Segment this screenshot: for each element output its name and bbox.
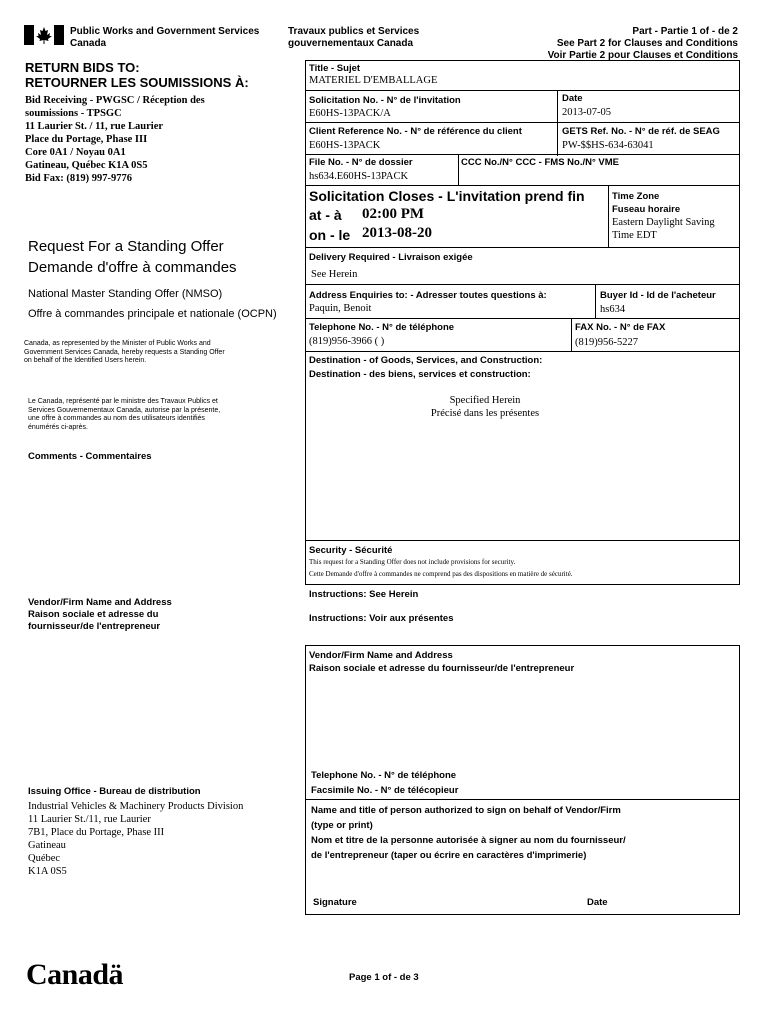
ccc-label: CCC No./N° CCC - FMS No./N° VME — [461, 157, 620, 168]
signature-label[interactable]: Signature — [313, 897, 357, 908]
issuing-line: Québec — [28, 853, 61, 864]
paragraph-line: Services Gouvernementaux Canada, autorise par la présente, — [28, 406, 221, 414]
delivery-value: See Herein — [311, 269, 358, 280]
authorized-line: Name and title of person authorized to sign on behalf of Vendor/Firm — [311, 805, 621, 816]
date-label: Date — [562, 93, 583, 104]
divider — [305, 247, 740, 248]
address-line: Bid Receiving - PWGSC / Réception des — [25, 95, 205, 106]
comments-label: Comments - Commentaires — [28, 451, 152, 462]
instructions-en: Instructions: See Herein — [309, 589, 419, 600]
date-value: 2013-07-05 — [562, 107, 611, 118]
address-line: soumissions - TPSGC — [25, 108, 122, 119]
authorized-line: de l'entrepreneur (taper ou écrire en caractères d'imprimerie) — [311, 850, 587, 861]
closes-at-label: at - à — [309, 207, 342, 223]
department-name-en-line: Canada — [70, 38, 107, 49]
buyer-id-value: hs634 — [600, 304, 626, 315]
vendor-label-line: Vendor/Firm Name and Address — [28, 597, 172, 608]
signature-date-label[interactable]: Date — [587, 897, 608, 908]
title-label: Title - Sujet — [309, 63, 361, 74]
issuing-line: Industrial Vehicles & Machinery Products Division — [28, 801, 244, 812]
department-name-en-line: Public Works and Government Services — [70, 26, 260, 37]
divider — [305, 185, 740, 186]
divider — [305, 318, 740, 319]
paragraph-line: Government Services Canada, hereby requests a Standing Offer — [24, 348, 225, 356]
return-bids-title-fr: RETOURNER LES SOUMISSIONS À: — [25, 75, 249, 90]
closes-at-value: 02:00 PM — [362, 206, 425, 222]
divider — [608, 185, 609, 247]
see-part2-en: See Part 2 for Clauses and Conditions — [556, 38, 738, 49]
vendor-facsimile-label[interactable]: Facsimile No. - N° de télécopieur — [311, 785, 459, 796]
divider — [305, 90, 740, 91]
issuing-line: 7B1, Place du Portage, Phase III — [28, 827, 165, 838]
divider — [305, 154, 740, 155]
request-paragraph-en — [24, 340, 225, 366]
time-zone-value: Time EDT — [612, 230, 657, 241]
solicitation-value: E60HS-13PACK/A — [309, 108, 391, 119]
security-text-en: This request for a Standing Offer does not include provisions for security. — [309, 558, 516, 566]
issuing-line: 11 Laurier St./11, rue Laurier — [28, 814, 151, 825]
security-text-fr: Cette Demande d'offre à commandes ne comprend pas des dispositions en matière de sécurité. — [309, 570, 573, 578]
destination-specified-fr: Précisé dans les présentes — [430, 408, 540, 419]
department-name-en — [70, 26, 259, 50]
nmso-en: National Master Standing Offer (NMSO) — [28, 288, 223, 300]
department-name-fr-line: gouvernementaux Canada — [288, 38, 414, 49]
paragraph-line: Canada, as represented by the Minister of Public Works and — [24, 340, 211, 347]
vendor-label-fr: Raison sociale et adresse du fournisseur/de l'entrepreneur — [309, 663, 575, 674]
return-bids-title — [25, 60, 249, 90]
return-bids-title-en: RETURN BIDS TO: — [25, 60, 140, 75]
divider — [305, 122, 740, 123]
address-line: Core 0A1 / Noyau 0A1 — [25, 147, 126, 158]
paragraph-line: on behalf of the Identified Users herein. — [24, 357, 147, 364]
instructions-fr: Instructions: Voir aux présentes — [309, 613, 454, 624]
vendor-name-address-field[interactable] — [307, 678, 737, 766]
vendor-firm-label-left — [28, 597, 172, 633]
canada-wordmark: Canadä — [26, 958, 124, 991]
authorized-line: Nom et titre de la personne autorisée à signer au nom du fournisseur/ — [311, 835, 626, 846]
gets-ref-label: GETS Ref. No. - N° de réf. de SEAG — [562, 126, 720, 137]
title-value: MATERIEL D'EMBALLAGE — [309, 75, 438, 86]
destination-specified-en: Specified Herein — [449, 395, 521, 406]
address-line: Gatineau, Québec K1A 0S5 — [25, 160, 148, 171]
solicitation-label: Solicitation No. - N° de l'invitation — [309, 95, 461, 106]
authorized-person-label — [311, 803, 626, 863]
request-title — [28, 236, 237, 278]
time-zone-label-en: Time Zone — [612, 191, 660, 202]
divider — [571, 318, 572, 351]
nmso-labels — [28, 284, 277, 324]
issuing-office-address — [28, 800, 243, 878]
client-ref-label: Client Reference No. - N° de référence du client — [309, 126, 522, 137]
buyer-id-label: Buyer Id - Id de l'acheteur — [600, 290, 716, 301]
part-number: Part - Partie 1 of - de 2 — [632, 26, 738, 37]
vendor-label-line: Raison sociale et adresse du — [28, 609, 159, 620]
security-label: Security - Sécurité — [309, 545, 393, 556]
time-zone-value: Eastern Daylight Saving — [612, 217, 715, 228]
divider — [557, 90, 558, 156]
see-part2-fr: Voir Partie 2 pour Clauses et Conditions — [547, 50, 738, 61]
part-info — [548, 26, 738, 61]
telephone-value: (819)956-3966 ( ) — [309, 336, 385, 347]
vendor-telephone-label[interactable]: Telephone No. - N° de téléphone — [311, 770, 457, 781]
nmso-fr: Offre à commandes principale et nationale (OCPN) — [28, 308, 277, 320]
request-title-fr: Demande d'offre à commandes — [28, 259, 237, 276]
address-line: Place du Portage, Phase III — [25, 134, 148, 145]
delivery-label: Delivery Required - Livraison exigée — [309, 252, 473, 263]
department-name-fr — [288, 26, 419, 50]
fax-value: (819)956-5227 — [575, 337, 638, 348]
paragraph-line: Le Canada, représenté par le ministre des Travaux Publics et — [28, 398, 218, 405]
address-line: 11 Laurier St. / 11, rue Laurier — [25, 121, 164, 132]
fax-label: FAX No. - N° de FAX — [575, 322, 666, 333]
client-ref-value: E60HS-13PACK — [309, 140, 381, 151]
request-paragraph-fr — [28, 398, 220, 432]
issuing-office-label: Issuing Office - Bureau de distribution — [28, 786, 201, 797]
vendor-label-line: fournisseur/de l'entrepreneur — [28, 621, 161, 632]
destination-label-en: Destination - of Goods, Services, and Construction: — [309, 355, 543, 366]
request-title-en: Request For a Standing Offer — [28, 238, 224, 255]
divider — [305, 351, 740, 352]
bid-fax: Bid Fax: (819) 997-9776 — [25, 173, 133, 184]
divider — [305, 284, 740, 285]
file-no-label: File No. - N° de dossier — [309, 157, 413, 168]
closes-on-value: 2013-08-20 — [362, 225, 432, 241]
address-enquiries-value: Paquin, Benoit — [309, 303, 372, 314]
paragraph-line: une offre à commandes au nom des utilisateurs identifiés — [28, 415, 205, 422]
gets-ref-value: PW-$$HS-634-63041 — [562, 140, 654, 151]
time-zone-label-fr: Fuseau horaire — [612, 204, 681, 215]
authorized-person-field[interactable] — [307, 865, 737, 893]
address-enquiries-label: Address Enquiries to: - Adresser toutes questions à: — [309, 290, 547, 301]
page-number: Page 1 of - de 3 — [349, 972, 419, 983]
destination-label-fr: Destination - des biens, services et construction: — [309, 369, 531, 380]
return-bids-address — [25, 94, 205, 185]
issuing-line: Gatineau — [28, 840, 66, 851]
divider — [305, 799, 740, 800]
closes-on-label: on - le — [309, 227, 351, 243]
paragraph-line: énumérés ci-après. — [28, 423, 88, 431]
solicitation-closes-title: Solicitation Closes - L'invitation prend fin — [309, 188, 585, 204]
vendor-label-en: Vendor/Firm Name and Address — [309, 650, 453, 661]
divider — [595, 284, 596, 318]
divider — [305, 540, 740, 541]
authorized-line: (type or print) — [311, 820, 373, 831]
canada-flag-logo — [24, 25, 64, 45]
divider — [458, 154, 459, 185]
file-no-value: hs634.E60HS-13PACK — [309, 171, 409, 182]
department-name-fr-line: Travaux publics et Services — [288, 26, 420, 37]
issuing-line: K1A 0S5 — [28, 866, 67, 877]
telephone-label: Telephone No. - N° de téléphone — [309, 322, 455, 333]
